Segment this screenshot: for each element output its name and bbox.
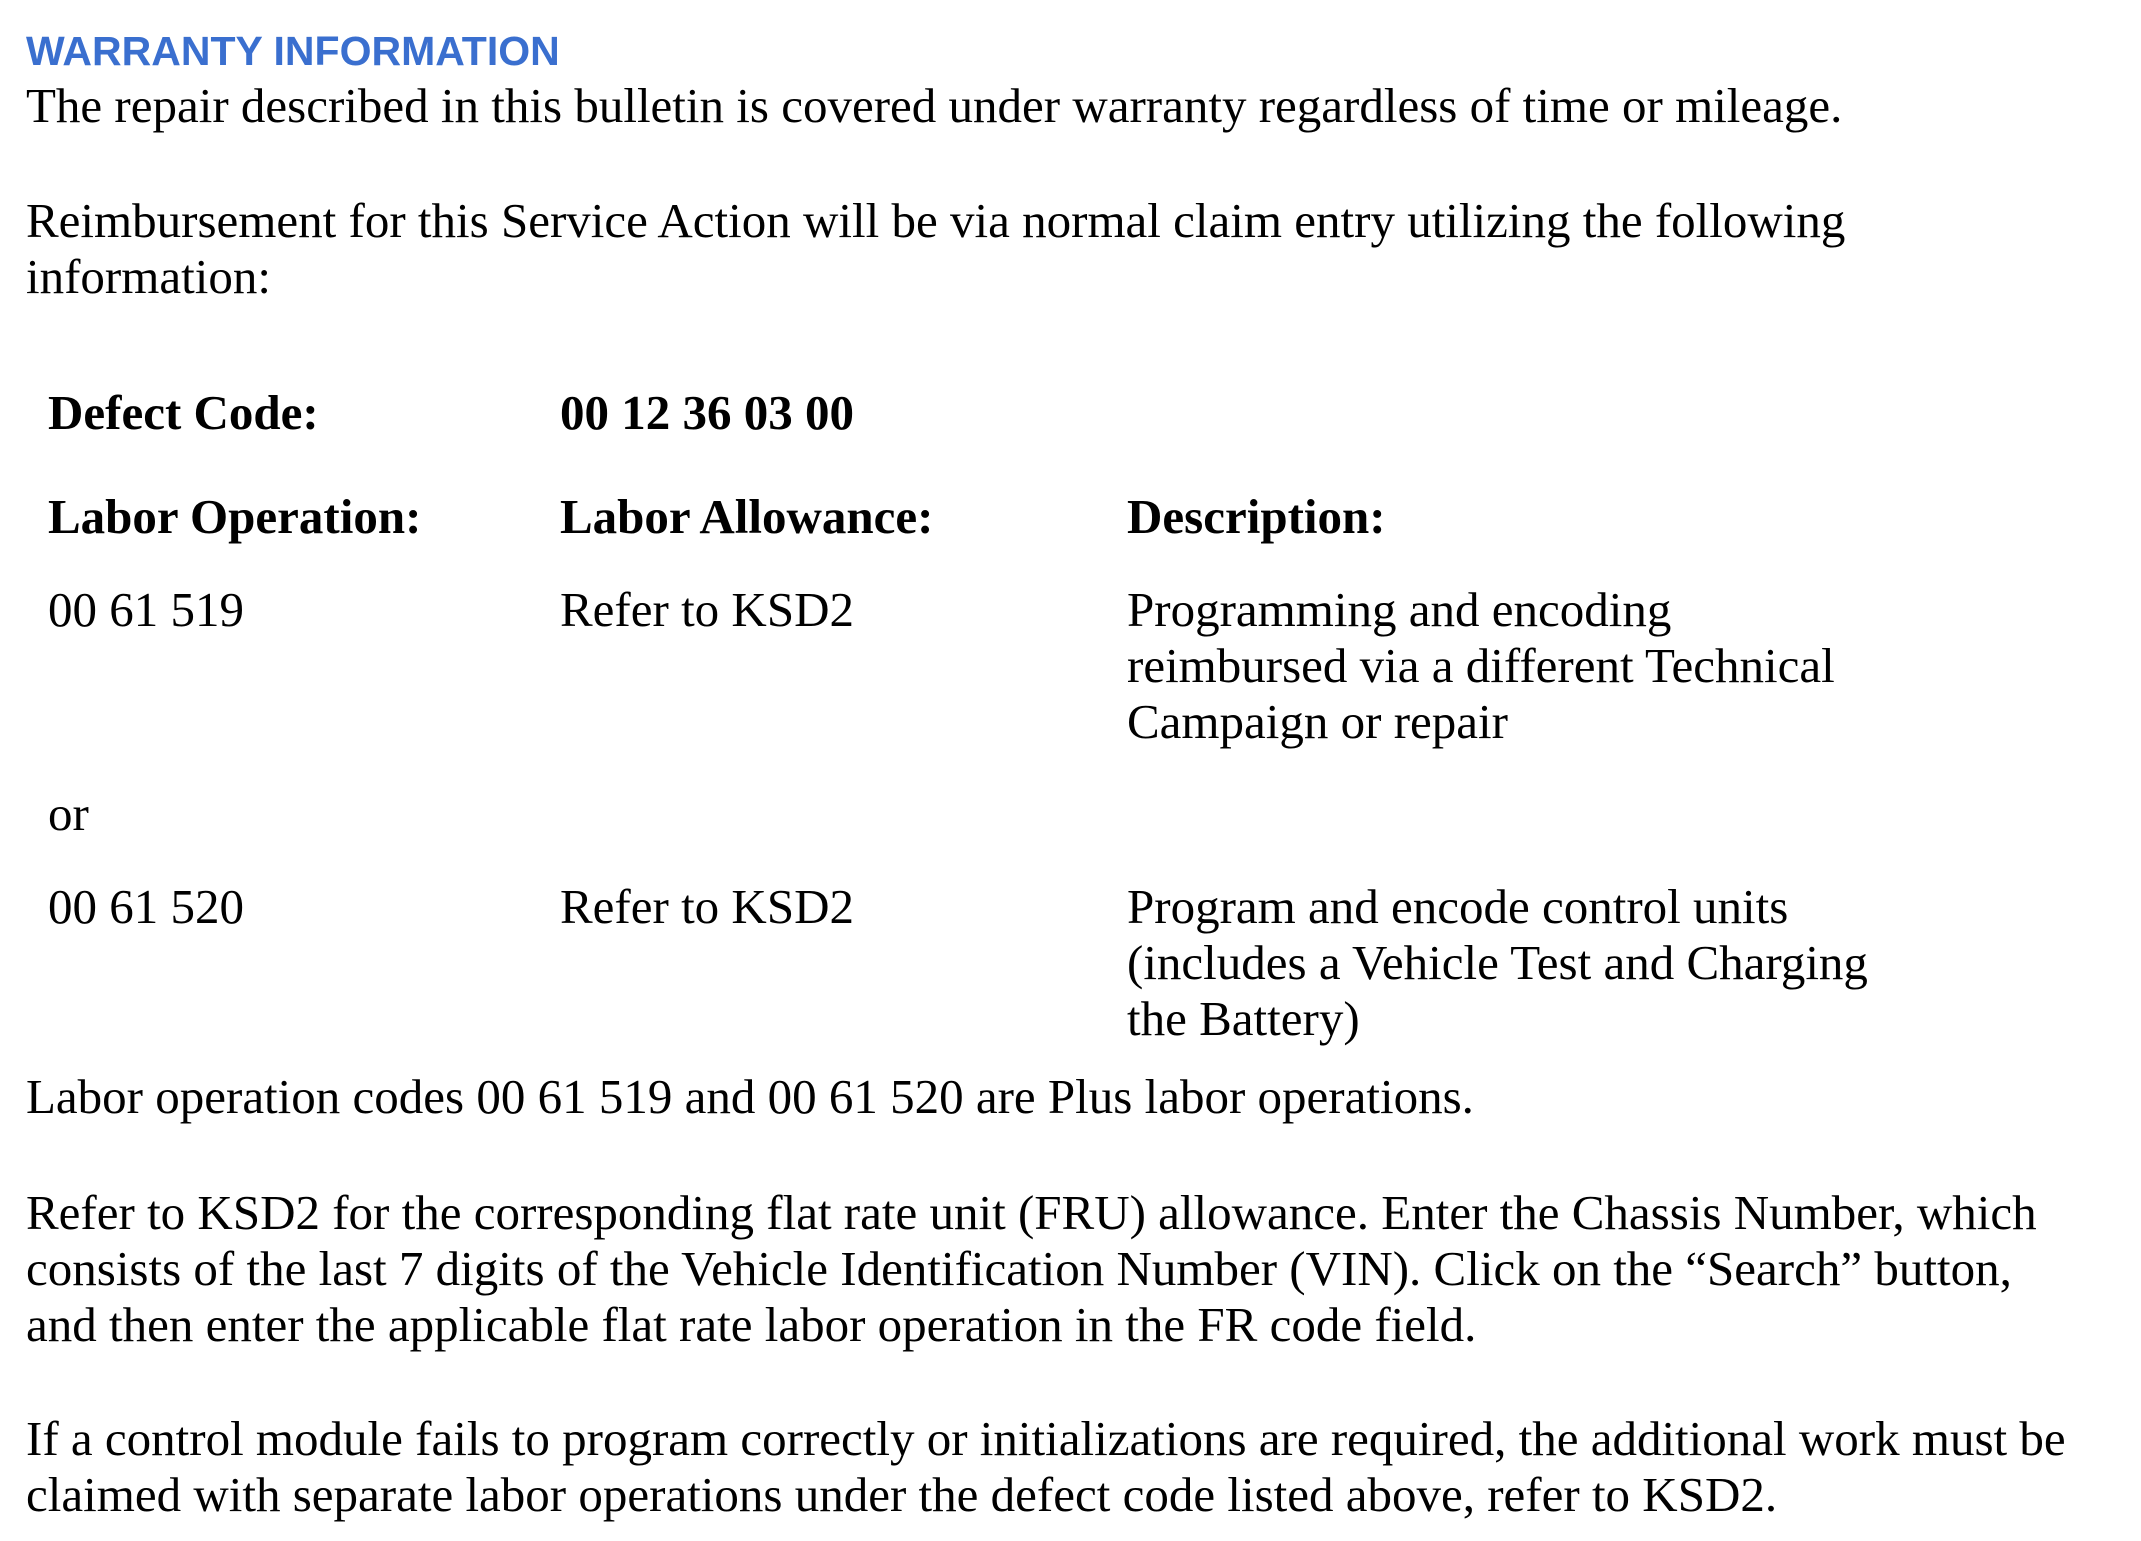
labor-operation-header: Labor Operation:: [48, 489, 422, 544]
row-2-description-line-1: Program and encode control units: [1127, 879, 1789, 934]
reimbursement-line-2: information:: [26, 249, 271, 304]
section-heading: WARRANTY INFORMATION: [26, 28, 560, 74]
failure-note-line-2: claimed with separate labor operations under the defect code listed above, refer to KSD2.: [26, 1467, 1778, 1522]
ksd2-note-line-1: Refer to KSD2 for the corresponding flat rate unit (FRU) allowance. Enter the Chassis Number, which: [26, 1185, 2037, 1240]
ksd2-note-line-2: consists of the last 7 digits of the Vehicle Identification Number (VIN). Click on the “Search” button,: [26, 1241, 2012, 1296]
defect-code-label: Defect Code:: [48, 385, 319, 440]
reimbursement-line-1: Reimbursement for this Service Action will be via normal claim entry utilizing the following: [26, 193, 1846, 248]
row-1-operation: 00 61 519: [48, 582, 244, 637]
failure-note-line-1: If a control module fails to program correctly or initializations are required, the additional work must be: [26, 1411, 2066, 1466]
defect-code-value: 00 12 36 03 00: [560, 385, 854, 440]
plus-labor-note: Labor operation codes 00 61 519 and 00 61 520 are Plus labor operations.: [26, 1069, 1474, 1124]
row-2-operation: 00 61 520: [48, 879, 244, 934]
description-header: Description:: [1127, 489, 1386, 544]
row-2-description-line-2: (includes a Vehicle Test and Charging: [1127, 935, 1868, 990]
row-1-description-line-3: Campaign or repair: [1127, 694, 1508, 749]
row-2-description-line-3: the Battery): [1127, 991, 1360, 1046]
intro-paragraph: The repair described in this bulletin is covered under warranty regardless of time or mileage.: [26, 78, 1843, 133]
labor-allowance-header: Labor Allowance:: [560, 489, 934, 544]
row-2-allowance: Refer to KSD2: [560, 879, 854, 934]
row-1-allowance: Refer to KSD2: [560, 582, 854, 637]
or-separator: or: [48, 786, 89, 841]
row-1-description-line-2: reimbursed via a different Technical: [1127, 638, 1835, 693]
ksd2-note-line-3: and then enter the applicable flat rate labor operation in the FR code field.: [26, 1297, 1477, 1352]
row-1-description-line-1: Programming and encoding: [1127, 582, 1672, 637]
